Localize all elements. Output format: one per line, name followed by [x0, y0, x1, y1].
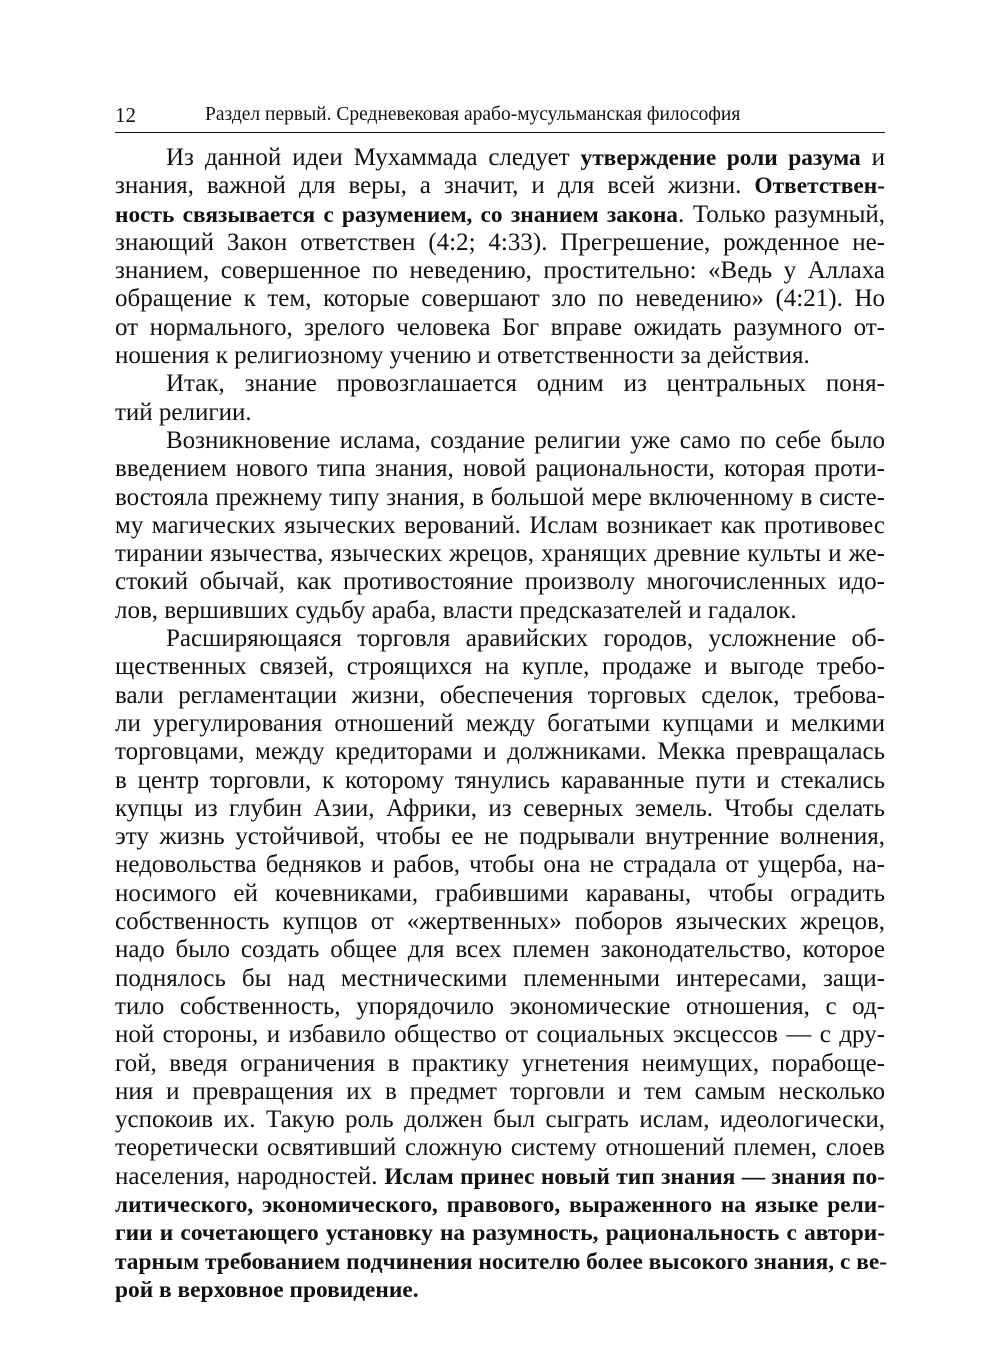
text-span: введением нового типа знания, новой рациональности, которая проти- [115, 455, 885, 483]
text-line [115, 851, 885, 879]
text-line [115, 1106, 885, 1134]
text-span: и [860, 144, 885, 171]
bold-text: ность связывается с разумением, со знанием закона [115, 201, 678, 228]
bold-text: тарным требованием подчинения носителю более высокого знания, с ве- [115, 1248, 888, 1275]
text-line [115, 908, 885, 936]
text-line [115, 1134, 885, 1162]
text-line [115, 399, 885, 427]
text-span: ношения к религиозному учению и ответственности за действия. [115, 342, 810, 370]
page-number: 12 [115, 103, 136, 127]
text-line [115, 144, 885, 172]
bold-text: утверждение роли разума [580, 145, 861, 171]
text-line [115, 455, 885, 483]
text-span: населения, народностей. [115, 1162, 385, 1190]
bold-text: Ответствен- [754, 173, 885, 200]
text-line [115, 1191, 885, 1219]
text-line [115, 540, 885, 568]
text-line [115, 257, 885, 285]
text-line [115, 993, 885, 1021]
text-line [115, 370, 885, 398]
text-line [115, 597, 885, 625]
text-span: поднялось бы над местническими племенными интересами, защи- [115, 964, 885, 992]
text-line [115, 653, 885, 681]
bold-text: гии и сочетающего установку на разумность, рациональность с автори- [115, 1220, 885, 1247]
text-line [115, 738, 885, 766]
text-span: от нормального, зрелого человека Бог вправе ожидать разумного от- [115, 313, 885, 341]
text-line [115, 710, 885, 738]
paragraph [115, 370, 885, 427]
text-span: торговцами, между кредиторами и должниками. Мекка превращалась [115, 738, 885, 766]
text-span: востояла прежнему типу знания, в большой мере включенному в систе- [115, 483, 885, 511]
text-span: теоретически освятивший сложную систему отношений племен, слоев [115, 1134, 885, 1162]
text-span: лов, вершивших судьбу араба, власти предсказателей и гадалок. [115, 596, 797, 624]
text-line [115, 682, 885, 710]
text-span: надо было создать общее для всех племен законодательство, которое [115, 936, 885, 964]
text-span: ной стороны, и избавило общество от социальных эксцессов — с дру- [115, 1021, 885, 1049]
text-line [115, 1219, 885, 1247]
text-line [115, 767, 885, 795]
text-span: стокий обычай, как противостояние произволу многочисленных идо- [115, 568, 885, 596]
body-text [115, 144, 888, 1304]
text-line [115, 795, 885, 823]
text-span: успокоив их. Такую роль должен был сыграть ислам, идеологически, [115, 1106, 885, 1134]
paragraph [115, 625, 888, 1304]
text-line [115, 201, 885, 229]
page-header [115, 102, 885, 133]
bold-text: литического, экономического, правового, выраженного на языке рели- [115, 1191, 885, 1218]
paragraph [115, 427, 885, 625]
text-line [115, 314, 885, 342]
text-line [115, 229, 885, 257]
text-line [115, 342, 885, 370]
text-line [115, 285, 885, 313]
text-span: знающий Закон ответствен (4:2; 4:33). Прегрешение, рожденное не- [115, 228, 885, 256]
text-line [115, 625, 885, 653]
text-span: обращение к тем, которые совершают зло по неведению» (4:21). Но [115, 285, 885, 313]
text-span: знанием, совершенное по неведению, простительно: «Ведь у Аллаха [115, 257, 885, 285]
text-span: тило собственность, упорядочило экономические отношения, с од- [115, 992, 885, 1020]
paragraph [115, 144, 885, 370]
text-line [115, 1050, 885, 1078]
text-line [115, 1163, 885, 1191]
text-span: Возникновение ислама, создание религии уже само по себе было [166, 426, 885, 454]
text-span: Итак, знание провозглашается одним из центральных поня- [166, 370, 885, 398]
text-span: носимого ей кочевниками, грабившими караваны, чтобы оградить [115, 879, 885, 907]
text-span: тий религии. [115, 398, 252, 426]
text-line [115, 427, 885, 455]
running-head: Раздел первый. Средневековая арабо-мусульманская философия [205, 104, 741, 125]
text-span: в центр торговли, к которому тянулись караванные пути и стекались [115, 766, 885, 794]
text-line [115, 936, 885, 964]
text-line [115, 484, 885, 512]
text-line [115, 1248, 888, 1276]
text-line [115, 965, 885, 993]
bold-text: рой в верховное провидение. [115, 1276, 419, 1303]
text-span: купцы из глубин Азии, Африки, из северных земель. Чтобы сделать [115, 794, 885, 822]
text-span: недовольства бедняков и рабов, чтобы она не страдала от ущерба, на- [115, 851, 885, 879]
text-span: Расширяющаяся торговля аравийских городов, усложнение об- [166, 625, 885, 653]
text-span: тирании язычества, языческих жрецов, хранящих древние культы и же- [115, 540, 885, 568]
text-span: му магических языческих верований. Ислам возникает как противовес [115, 511, 885, 539]
text-span: щественных связей, строящихся на купле, продаже и выгоде требо- [115, 653, 885, 681]
text-span: гой, введя ограничения в практику угнетения неимущих, порабоще- [115, 1049, 885, 1077]
text-line [115, 568, 885, 596]
text-line [115, 172, 885, 200]
text-line [115, 1078, 885, 1106]
text-line [115, 1276, 885, 1304]
text-span: знания, важной для веры, а значит, и для всей жизни. [115, 172, 755, 200]
text-line [115, 1021, 885, 1049]
text-span: ния и превращения их в предмет торговли и тем самым несколько [115, 1077, 885, 1105]
text-span: собственность купцов от «жертвенных» поборов языческих жрецов, [115, 908, 885, 936]
text-span: Из данной идеи Мухаммада следует [166, 144, 581, 171]
text-line [115, 823, 885, 851]
text-line [115, 512, 885, 540]
text-span: вали регламентации жизни, обеспечения торговых сделок, требова- [115, 681, 885, 709]
bold-text: Ислам принес новый тип знания — знания по- [384, 1163, 885, 1190]
text-span: ли урегулирования отношений между богатыми купцами и мелкими [115, 709, 885, 737]
text-span: . Только разумный, [678, 200, 886, 228]
text-line [115, 880, 885, 908]
text-span: эту жизнь устойчивой, чтобы ее не подрывали внутренние волнения, [115, 823, 885, 851]
